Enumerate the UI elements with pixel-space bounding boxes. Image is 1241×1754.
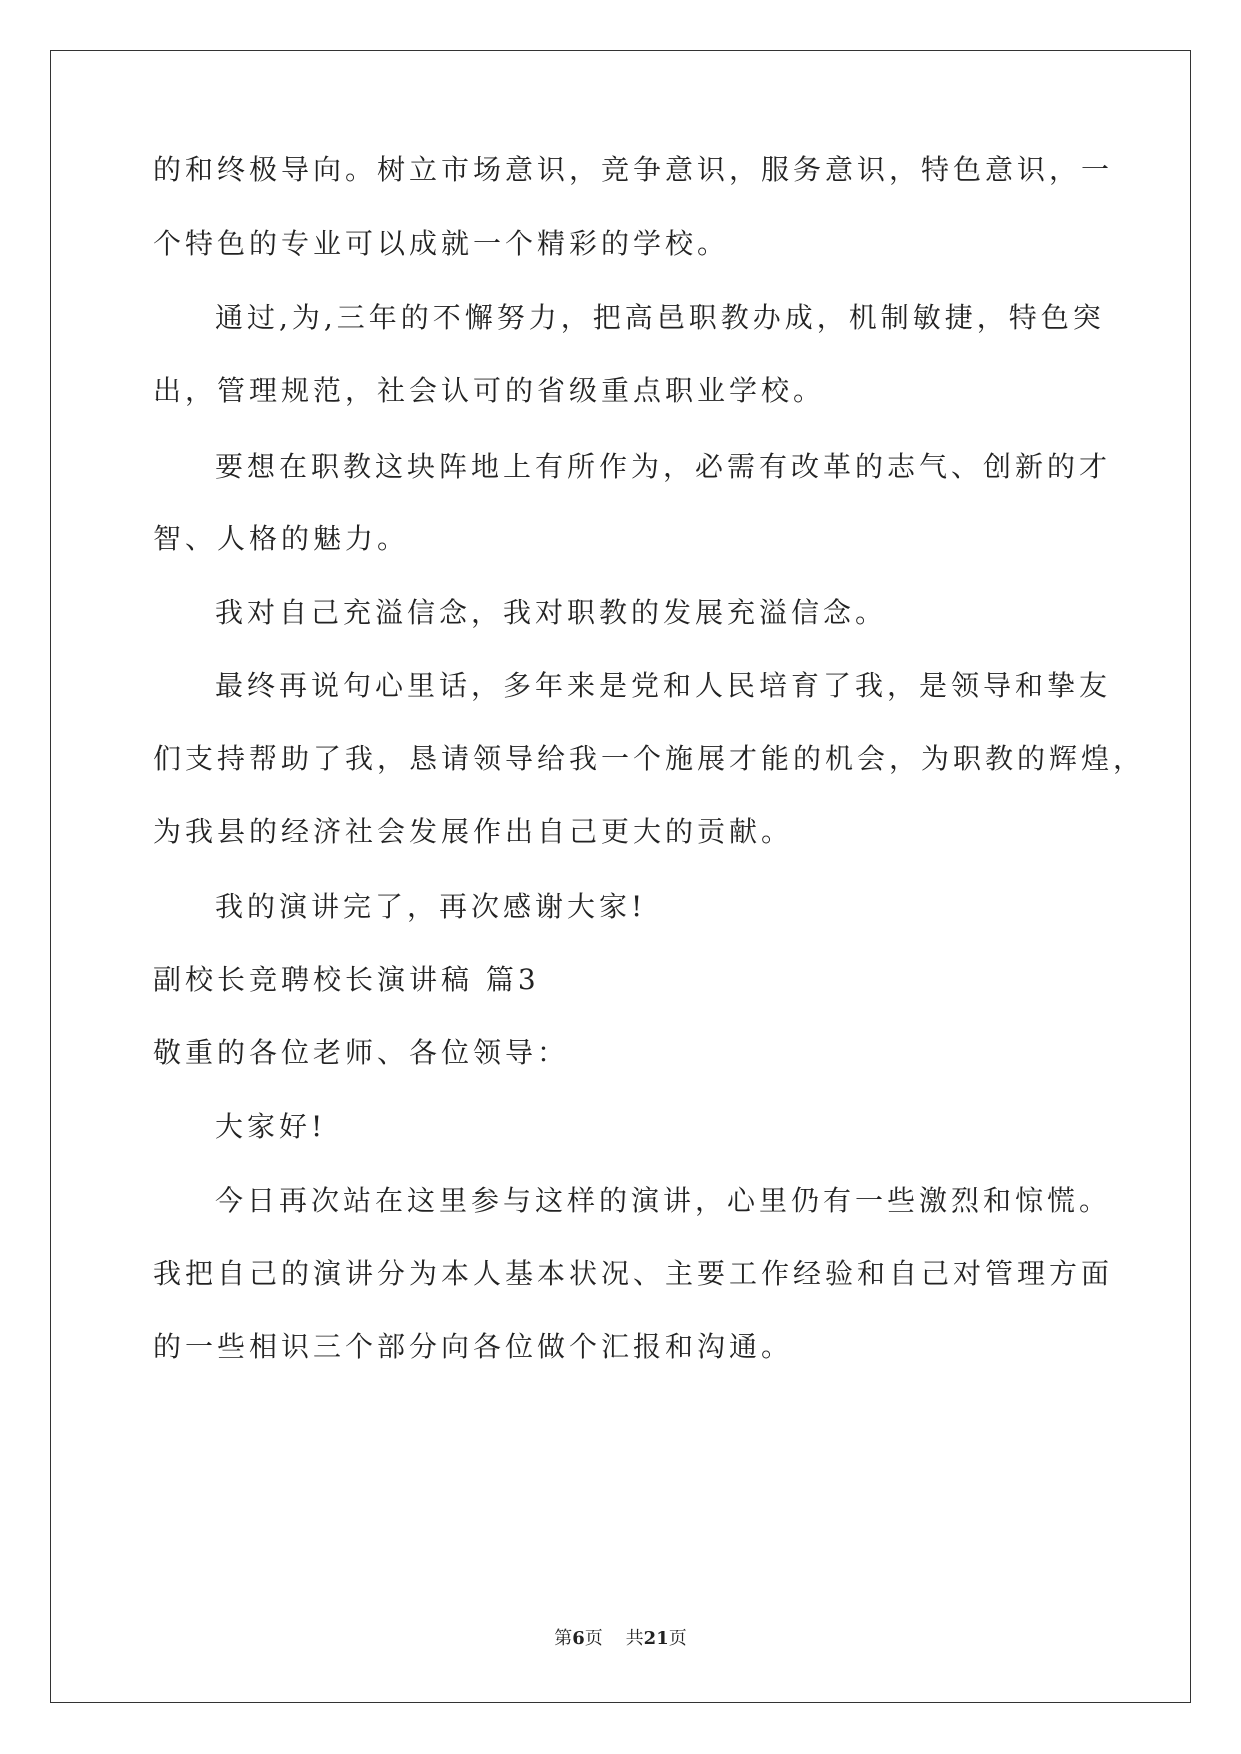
current-page-number: 6 xyxy=(572,1628,585,1649)
text-line: 通过,为,三年的不懈努力，把高邑职教办成，机制敏捷，特色突 xyxy=(215,301,1105,334)
text-line: 我的演讲完了，再次感谢大家! xyxy=(215,890,647,923)
footer-total-suffix: 页 xyxy=(668,1628,687,1649)
text-line: 智、人格的魅力。 xyxy=(153,522,410,555)
footer-page-suffix: 页 xyxy=(584,1628,603,1649)
text-line: 们支持帮助了我，恳请领导给我一个施展才能的机会，为职教的辉煌， xyxy=(153,742,1146,775)
section-heading: 副校长竞聘校长演讲稿 篇3 xyxy=(153,963,540,996)
text-line: 我对自己充溢信念，我对职教的发展充溢信念。 xyxy=(215,596,888,629)
page-frame xyxy=(50,50,1191,1703)
text-line: 出，管理规范，社会认可的省级重点职业学校。 xyxy=(153,374,826,407)
text-line: 个特色的专业可以成就一个精彩的学校。 xyxy=(153,227,730,260)
text-line: 最终再说句心里话，多年来是党和人民培育了我，是领导和挚友 xyxy=(215,669,1112,702)
text-line: 的和终极导向。树立市场意识，竞争意识，服务意识，特色意识，一 xyxy=(153,153,1114,186)
text-line: 要想在职教这块阵地上有所作为，必需有改革的志气、创新的才 xyxy=(215,450,1112,483)
text-line: 今日再次站在这里参与这样的演讲，心里仍有一些激烈和惊慌。 xyxy=(215,1184,1112,1217)
text-line: 为我县的经济社会发展作出自己更大的贡献。 xyxy=(153,815,794,848)
total-pages-number: 21 xyxy=(643,1628,669,1649)
page-footer xyxy=(0,1628,1241,1650)
greeting: 大家好! xyxy=(215,1110,327,1143)
footer-total-prefix: 共 xyxy=(625,1628,644,1649)
footer-prefix: 第 xyxy=(554,1628,573,1649)
text-line: 我把自己的演讲分为本人基本状况、主要工作经验和自己对管理方面 xyxy=(153,1257,1114,1290)
salutation: 敬重的各位老师、各位领导： xyxy=(153,1036,570,1069)
text-line: 的一些相识三个部分向各位做个汇报和沟通。 xyxy=(153,1330,794,1363)
